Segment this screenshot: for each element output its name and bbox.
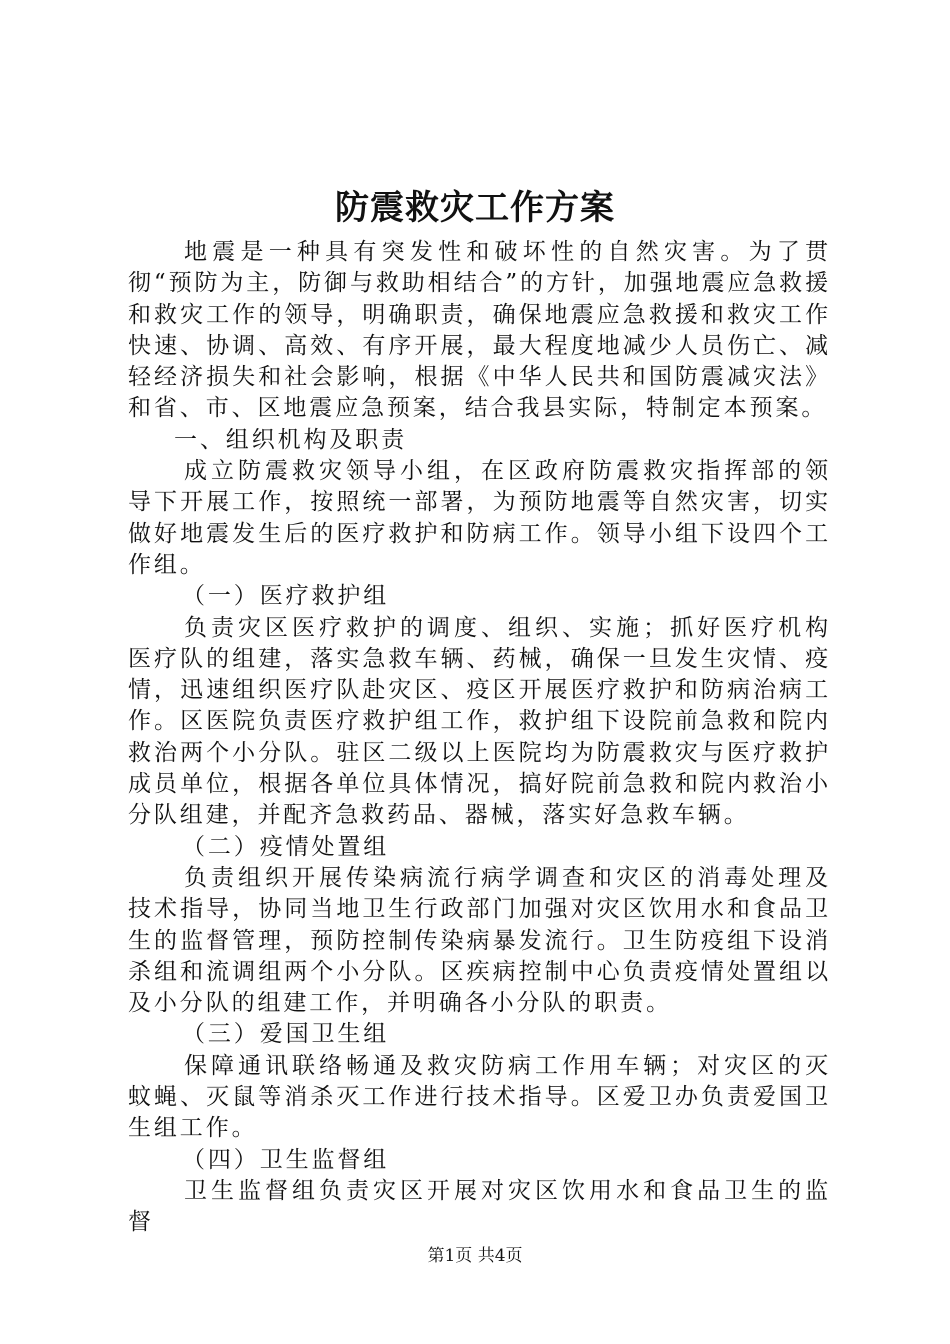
patriotic-health-paragraph: 保障通讯联络畅通及救灾防病工作用车辆；对灾区的灭蚊蝇、灭鼠等消杀灭工作进行技术指导。区爱卫办负责爱国卫生组工作。 <box>128 1052 831 1142</box>
epidemic-response-paragraph: 负责组织开展传染病流行病学调查和灾区的消毒处理及技术指导，协同当地卫生行政部门加强对灾区饮用水和食品卫生的监督管理，预防控制传染病暴发流行。卫生防疫组下设消杀组和流调组两个小分队。区疾病控制中心负责疫情处置组以及小分队的组建工作，并明确各小分队的职责。 <box>128 864 831 1017</box>
subheading-health-supervision: （四）卫生监督组 <box>182 1146 390 1173</box>
document-title: 防震救灾工作方案 <box>335 188 615 228</box>
organization-paragraph: 成立防震救灾领导小组，在区政府防震救灾指挥部的领导下开展工作，按照统一部署，为预防地震等自然灾害，切实做好地震发生后的医疗救护和防病工作。领导小组下设四个工作组。 <box>128 458 831 578</box>
subheading-medical-rescue: （一）医疗救护组 <box>182 583 390 610</box>
intro-paragraph: 地震是一种具有突发性和破坏性的自然灾害。为了贯彻“预防为主，防御与救助相结合”的方针，加强地震应急救援和救灾工作的领导，明确职责，确保地震应急救援和救灾工作快速、协调、高效、有序开展，最大程度地减少人员伤亡、减轻经济损失和社会影响，根据《中华人民共和国防震减灾法》和省、市、区地震应急预案，结合我县实际，特制定本预案。 <box>128 239 831 422</box>
subheading-epidemic-response: （二）疫情处置组 <box>182 833 390 860</box>
page-number-footer: 第1页 共4页 <box>427 1246 523 1266</box>
subheading-patriotic-health: （三）爱国卫生组 <box>182 1021 390 1048</box>
document-body <box>128 237 831 1239</box>
health-supervision-paragraph: 卫生监督组负责灾区开展对灾区饮用水和食品卫生的监督 <box>128 1177 831 1236</box>
medical-rescue-paragraph: 负责灾区医疗救护的调度、组织、实施；抓好医疗机构医疗队的组建，落实急救车辆、药械，确保一旦发生灾情、疫情，迅速组织医疗队赴灾区、疫区开展医疗救护和防病治病工作。区医院负责医疗救护组工作，救护组下设院前急救和院内救治两个小分队。驻区二级以上医院均为防震救灾与医疗救护成员单位，根据各单位具体情况，搞好院前急救和院内救治小分队组建，并配齐急救药品、器械，落实好急救车辆。 <box>128 614 831 829</box>
section-heading-organization: 一、组织机构及职责 <box>174 426 408 453</box>
